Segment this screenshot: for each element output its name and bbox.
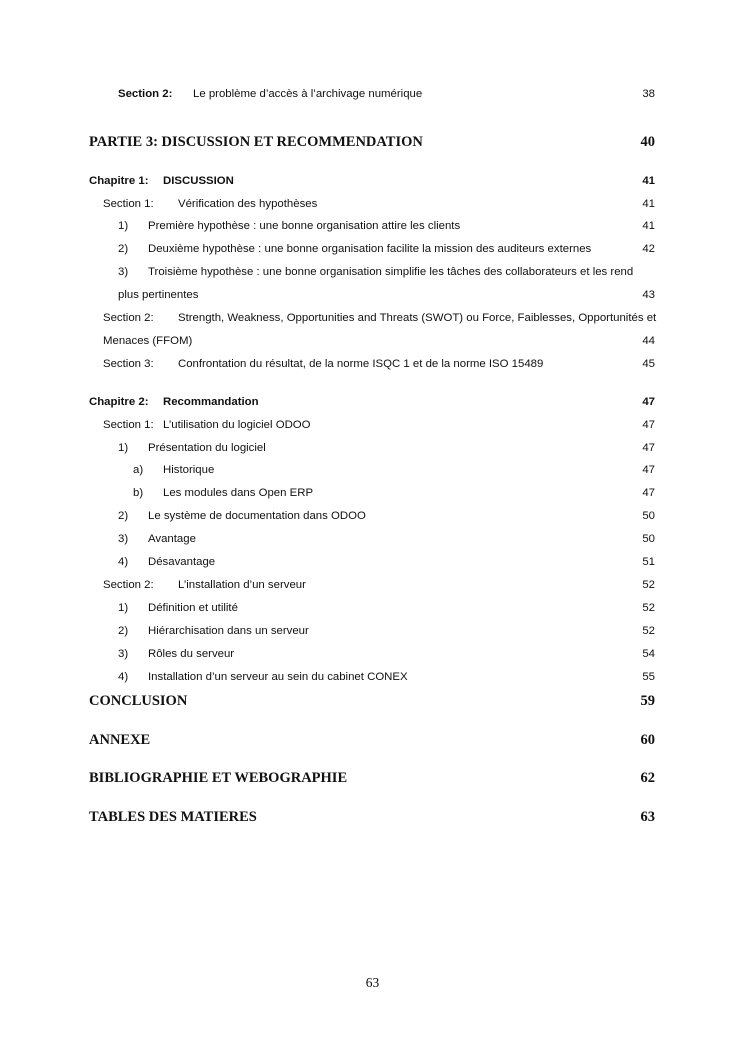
toc-page: 62 [640, 770, 655, 786]
toc-entry-section[interactable] [0, 198, 745, 216]
toc-title: Vérification des hypothèses [178, 198, 318, 210]
toc-label: 1) [118, 220, 129, 232]
toc-title: L’installation d’un serveur [178, 579, 306, 591]
toc-entry-item[interactable] [0, 266, 745, 284]
toc-title: Les modules dans Open ERP [163, 487, 314, 499]
toc-title: ANNEXE [89, 732, 151, 748]
toc-page: 51 [642, 556, 655, 568]
toc-label: Section 3: [103, 358, 154, 370]
toc-label: 3) [118, 648, 129, 660]
toc-page: 54 [642, 648, 655, 660]
toc-title: Avantage [148, 533, 196, 545]
toc-entry-item[interactable] [0, 442, 745, 460]
toc-label: 2) [118, 510, 129, 522]
toc-page: 47 [642, 442, 655, 454]
toc-label: Section 2: [103, 579, 154, 591]
toc-page: 40 [640, 134, 655, 150]
toc-entry-section[interactable] [0, 579, 745, 597]
toc-title-continuation: Menaces (FFOM) [103, 335, 193, 347]
toc-title: Présentation du logiciel [148, 442, 266, 454]
toc-page: 47 [642, 396, 655, 408]
toc-label: a) [133, 464, 144, 476]
toc-entry-item[interactable] [0, 648, 745, 666]
toc-page: 38 [642, 88, 655, 100]
toc-label: Section 2: [118, 88, 173, 100]
toc-title: Deuxième hypothèse : une bonne organisation facilite la mission des auditeurs externes [148, 243, 592, 255]
toc-page: 44 [642, 335, 655, 347]
toc-title-continuation: plus pertinentes [118, 289, 199, 301]
toc-label: 1) [118, 442, 129, 454]
toc-entry-annexe[interactable] [0, 732, 745, 752]
toc-label: 4) [118, 556, 129, 568]
toc-entry-item[interactable] [0, 533, 745, 551]
toc-entry-item[interactable] [0, 220, 745, 238]
toc-title: Le problème d’accès à l’archivage numérique [193, 88, 423, 100]
toc-entry-chapter[interactable] [0, 175, 745, 193]
toc-page: 47 [642, 487, 655, 499]
toc-page: 63 [640, 809, 655, 825]
toc-label: Section 2: [103, 312, 154, 324]
toc-page: 52 [642, 602, 655, 614]
toc-entry-item[interactable] [0, 556, 745, 574]
toc-title: Hiérarchisation dans un serveur [148, 625, 309, 637]
toc-label: 2) [118, 243, 129, 255]
toc-label: Chapitre 1: [89, 175, 149, 187]
toc-title: DISCUSSION [163, 175, 234, 187]
toc-page: 42 [642, 243, 655, 255]
toc-entry-item[interactable] [0, 510, 745, 528]
toc-page: 41 [642, 198, 655, 210]
toc-page: 50 [642, 510, 655, 522]
toc-title: Première hypothèse : une bonne organisation attire les clients [148, 220, 461, 232]
toc-label: Section 1: [103, 198, 154, 210]
toc-entry-item-continuation[interactable] [0, 289, 745, 307]
toc-title: Recommandation [163, 396, 259, 408]
toc-label: 3) [118, 533, 129, 545]
toc-title: Désavantage [148, 556, 216, 568]
toc-page: 59 [640, 693, 655, 709]
toc-label: Chapitre 2: [89, 396, 149, 408]
toc-label: 3) [118, 266, 129, 278]
toc-entry-item[interactable] [0, 243, 745, 261]
toc-entry-section-continuation[interactable] [0, 335, 745, 353]
toc-title: Strength, Weakness, Opportunities and Threats (SWOT) ou Force, Faiblesses, Opportunités et [178, 312, 657, 324]
toc-entry-item[interactable] [0, 671, 745, 689]
toc-title: Rôles du serveur [148, 648, 235, 660]
toc-entry-section[interactable] [0, 358, 745, 376]
toc-entry-chapter[interactable] [0, 396, 745, 414]
toc-entry-section[interactable] [0, 419, 745, 437]
toc-page: 60 [640, 732, 655, 748]
toc-entry-item[interactable] [0, 625, 745, 643]
toc-page: 47 [642, 464, 655, 476]
toc-page: 50 [642, 533, 655, 545]
toc-page: 55 [642, 671, 655, 683]
toc-page: 47 [642, 419, 655, 431]
toc-title: CONCLUSION [89, 693, 188, 709]
page-number: 63 [365, 975, 380, 990]
toc-label: 4) [118, 671, 129, 683]
toc-entry-section[interactable] [0, 312, 745, 330]
toc-title: Troisième hypothèse : une bonne organisation simplifie les tâches des collaborateurs et les rend [148, 266, 634, 278]
toc-title: PARTIE 3: DISCUSSION ET RECOMMENDATION [89, 134, 423, 150]
toc-title: TABLES DES MATIERES [89, 809, 257, 825]
toc-title: Installation d’un serveur au sein du cabinet CONEX [148, 671, 408, 683]
toc-title: Le système de documentation dans ODOO [148, 510, 366, 522]
toc-page: 52 [642, 579, 655, 591]
toc-title: Historique [163, 464, 215, 476]
toc-title: BIBLIOGRAPHIE ET WEBOGRAPHIE [89, 770, 348, 786]
toc-title: Définition et utilité [148, 602, 238, 614]
toc-entry-item[interactable] [0, 602, 745, 620]
toc-page: 52 [642, 625, 655, 637]
toc-entry-subitem[interactable] [0, 487, 745, 505]
toc-page: 43 [642, 289, 655, 301]
toc-entry-section[interactable] [0, 88, 745, 106]
toc-label: Section 1: [103, 419, 154, 431]
toc-entry-subitem[interactable] [0, 464, 745, 482]
toc-label: 2) [118, 625, 129, 637]
toc-page: 45 [642, 358, 655, 370]
toc-label: b) [133, 487, 144, 499]
toc-entry-bibliographie[interactable] [0, 770, 745, 790]
toc-label: 1) [118, 602, 129, 614]
toc-page: 41 [642, 220, 655, 232]
toc-page: 41 [642, 175, 655, 187]
toc-title: Confrontation du résultat, de la norme ISQC 1 et de la norme ISO 15489 [178, 358, 544, 370]
toc-entry-tables[interactable] [0, 809, 745, 829]
toc-entry-partie[interactable] [0, 134, 745, 154]
toc-title: L’utilisation du logiciel ODOO [163, 419, 311, 431]
toc-entry-conclusion[interactable] [0, 693, 745, 713]
